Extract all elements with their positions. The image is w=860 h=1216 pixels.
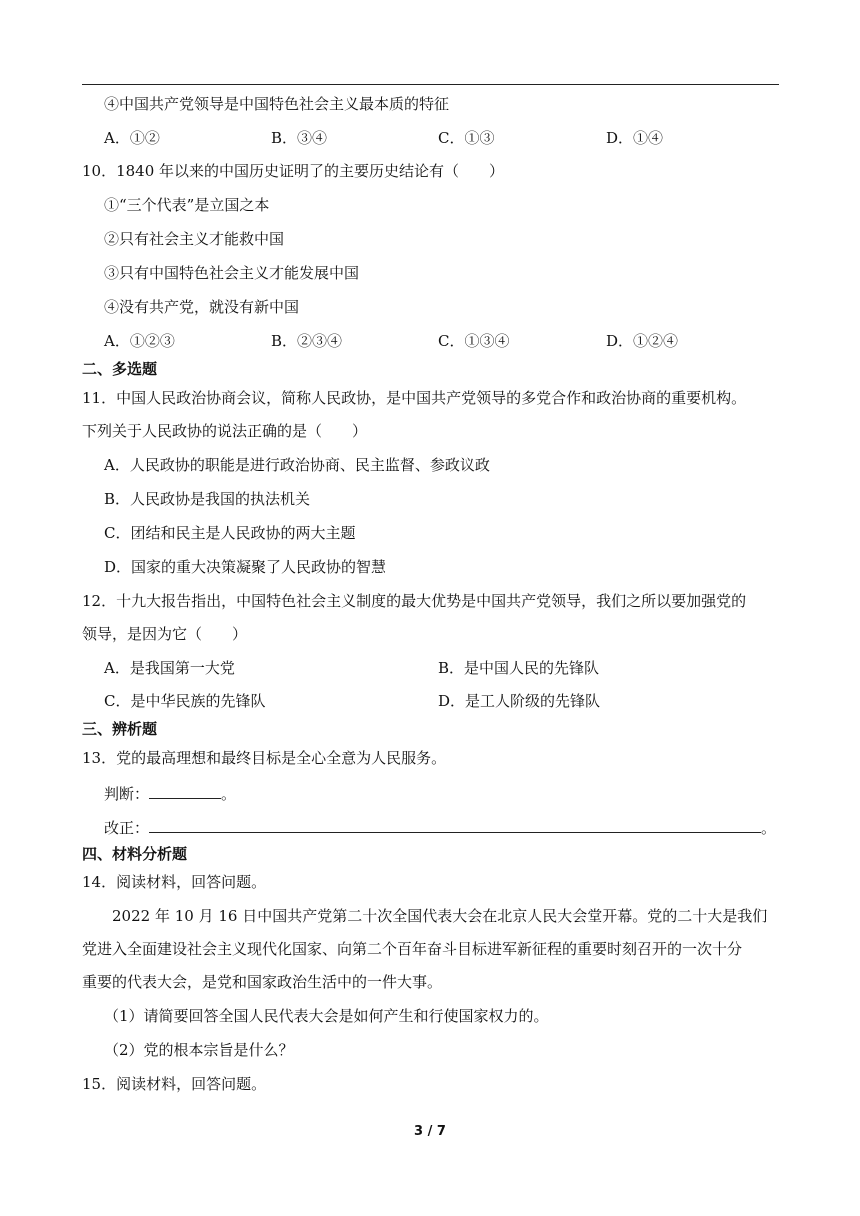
section-heading-material: 四、材料分析题 — [82, 845, 188, 863]
q12-option-b: B．是中国人民的先锋队 — [438, 659, 600, 677]
q11-option-b: B．人民政协是我国的执法机关 — [104, 490, 311, 508]
q12-option-d: D．是工人阶级的先锋队 — [438, 692, 601, 710]
q13-correct-blank[interactable] — [149, 816, 761, 833]
q12-option-a: A．是我国第一大党 — [104, 659, 235, 677]
q11-option-c: C．团结和民主是人民政协的两大主题 — [104, 524, 356, 542]
q14-material-line-1: 2022 年 10 月 16 日中国共产党第二十次全国代表大会在北京人民大会堂开幕。党的二十大是我们 — [112, 907, 768, 925]
q14-subquestion-2: （2）党的根本宗旨是什么？ — [104, 1041, 294, 1059]
q13-judge-end: 。 — [221, 785, 237, 803]
q11-stem-line-1: 11．中国人民政治协商会议，简称人民政协，是中国共产党领导的多党合作和政治协商的重要机构。 — [82, 389, 747, 407]
q9-option-b: B．③④ — [271, 129, 328, 147]
q10-option-c: C．①③④ — [438, 332, 510, 350]
q9-option-c: C．①③ — [438, 129, 495, 147]
q10-stem: 10．1840 年以来的中国历史证明了的主要历史结论有（ ） — [82, 162, 505, 180]
q10-item-4: ④没有共产党，就没有新中国 — [104, 298, 300, 316]
q15-stem: 15．阅读材料，回答问题。 — [82, 1075, 267, 1093]
q10-option-b: B．②③④ — [271, 332, 343, 350]
q13-correct-row — [104, 816, 776, 838]
q11-option-a: A．人民政协的职能是进行政治协商、民主监督、参政议政 — [104, 456, 490, 474]
q13-judge-row — [104, 782, 236, 804]
q11-stem-line-2: 下列关于人民政协的说法正确的是（ ） — [82, 422, 368, 440]
q10-option-d: D．①②④ — [606, 332, 679, 350]
q10-item-1: ①“三个代表”是立国之本 — [104, 196, 270, 214]
q13-judge-label: 判断： — [104, 785, 150, 803]
q13-correct-label: 改正： — [104, 819, 150, 837]
q12-stem-line-1: 12．十九大报告指出，中国特色社会主义制度的最大优势是中国共产党领导，我们之所以要加强党的 — [82, 592, 747, 610]
q14-material-line-2: 党进入全面建设社会主义现代化国家、向第二个百年奋斗目标进军新征程的重要时刻召开的一次十分 — [82, 940, 743, 958]
q13-judge-blank[interactable] — [149, 782, 221, 799]
q12-option-c: C．是中华民族的先锋队 — [104, 692, 266, 710]
q14-material-line-3: 重要的代表大会，是党和国家政治生活中的一件大事。 — [82, 973, 443, 991]
q14-stem: 14．阅读材料，回答问题。 — [82, 873, 267, 891]
q10-item-3: ③只有中国特色社会主义才能发展中国 — [104, 264, 360, 282]
section-heading-multiple-choice: 二、多选题 — [82, 360, 158, 378]
q13-stem: 13．党的最高理想和最终目标是全心全意为人民服务。 — [82, 749, 447, 767]
q13-correct-end: 。 — [761, 819, 777, 837]
page-number: 3 / 7 — [414, 1124, 446, 1139]
section-heading-analysis: 三、辨析题 — [82, 720, 158, 738]
q14-subquestion-1: （1）请简要回答全国人民代表大会是如何产生和行使国家权力的。 — [104, 1007, 549, 1025]
q11-option-d: D．国家的重大决策凝聚了人民政协的智慧 — [104, 558, 387, 576]
header-rule — [82, 84, 779, 85]
q12-stem-line-2: 领导，是因为它（ ） — [82, 625, 248, 643]
q10-item-2: ②只有社会主义才能救中国 — [104, 230, 285, 248]
q9-option-a: A．①② — [104, 129, 160, 147]
q10-option-a: A．①②③ — [104, 332, 175, 350]
q9-item-4: ④中国共产党领导是中国特色社会主义最本质的特征 — [104, 95, 450, 113]
q9-option-d: D．①④ — [606, 129, 664, 147]
